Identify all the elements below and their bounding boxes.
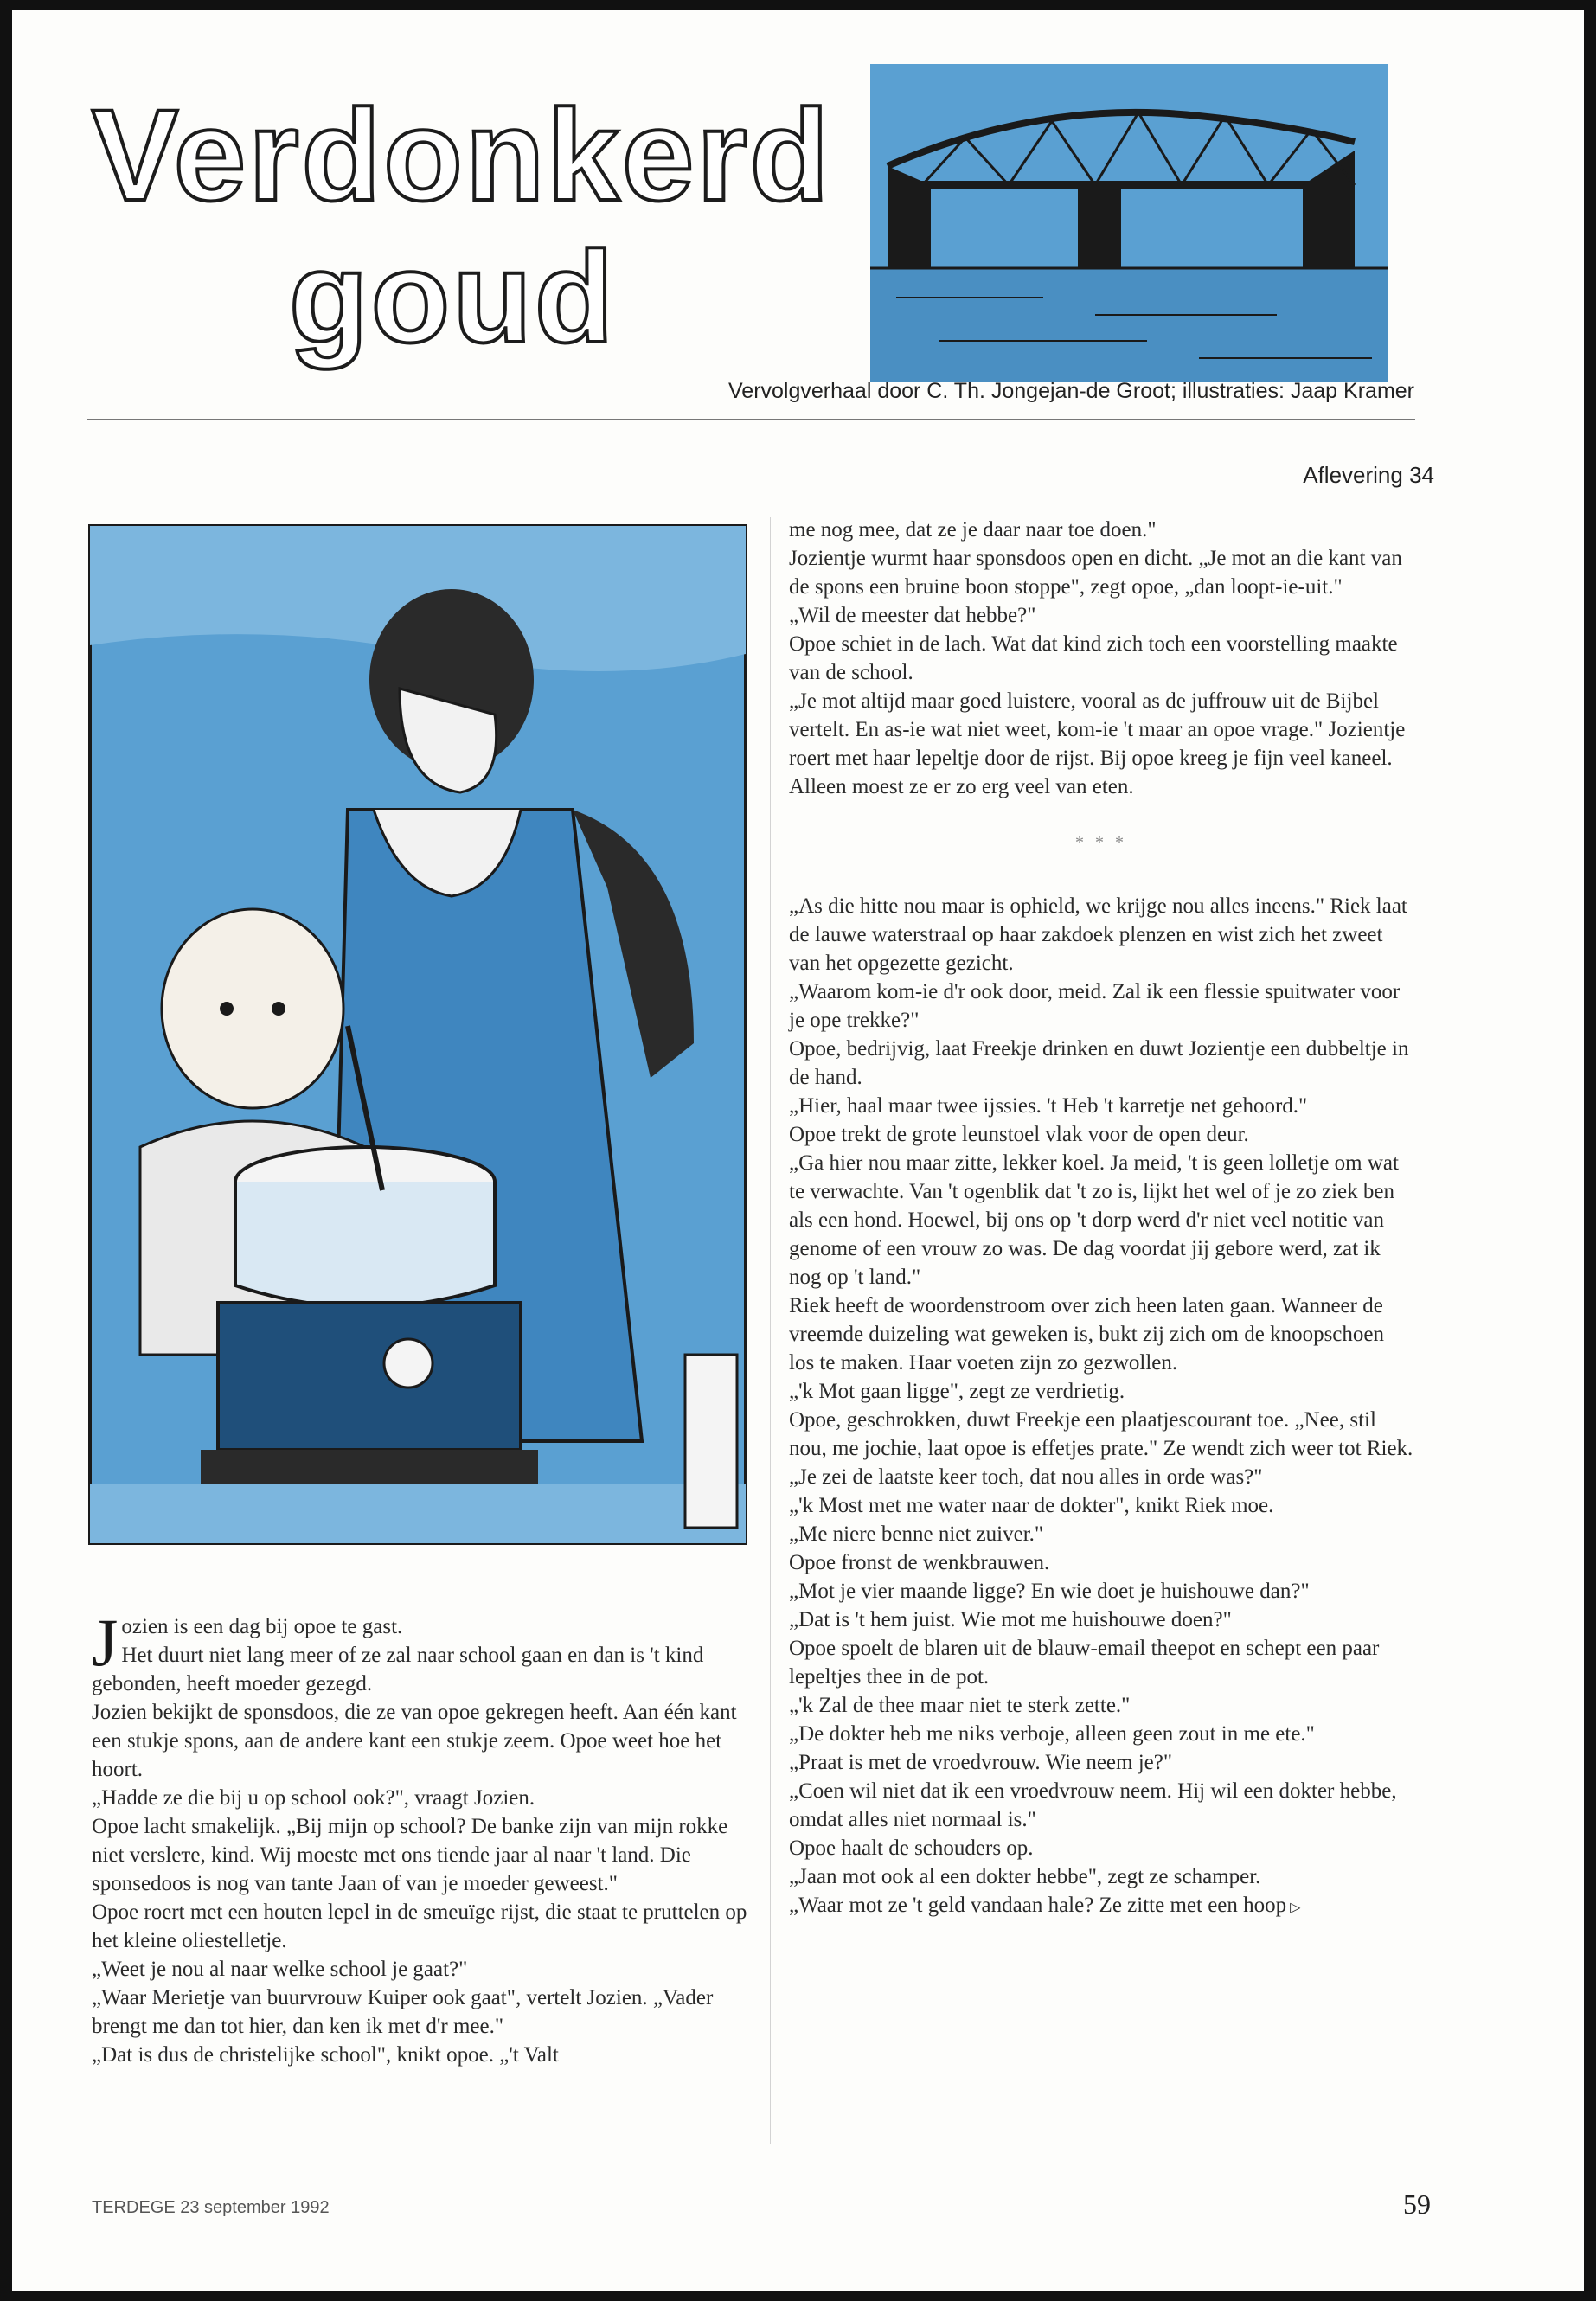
paragraph: Jozientje wurmt haar sponsdoos open en dicht. „Je mot an die kant van de spons een bruine boon stoppe", zegt opoe, „dan loopt-ie-uit." xyxy=(789,547,1402,599)
title-line-1: Verdonkerd xyxy=(92,82,832,228)
section-separator: * * * xyxy=(1075,833,1127,852)
paragraph: „Hier, haal maar twee ijssies. 't Heb 't karretje net gehoord." xyxy=(789,1094,1308,1118)
column-divider xyxy=(770,517,771,2144)
paragraph: „Waarom kom-ie d'r ook door, meid. Zal ik een flessie spuitwater voor je ope trekke?" xyxy=(789,980,1401,1032)
paragraph: „Praat is met de vroedvrouw. Wie neem je?" xyxy=(789,1751,1173,1774)
paragraph: „'k Most met me water naar de dokter", knikt Riek moe. xyxy=(789,1494,1274,1517)
paragraph: „Weet je nou al naar welke school je gaat?" xyxy=(92,1958,468,1981)
episode-label: Aflevering 34 xyxy=(1303,462,1434,488)
paragraph: „Coen wil niet dat ik een vroedvrouw neem. Hij wil een dokter hebbe, omdat alles niet normaal is." xyxy=(789,1779,1397,1831)
right-text-column xyxy=(789,516,1413,1922)
byline: Vervolgverhaal door C. Th. Jongejan-de Groot; illustraties: Jaap Kramer xyxy=(728,379,1414,403)
footer-publication: TERDEGE 23 september 1992 xyxy=(92,2198,330,2217)
paragraph: „Dat is 't hem juist. Wie mot me huishouwe doen?" xyxy=(789,1608,1232,1631)
paragraph: Opoe haalt de schouders op. xyxy=(789,1836,1034,1860)
paragraph: Opoe trekt de grote leunstoel vlak voor de open deur. xyxy=(789,1123,1249,1146)
paragraph: „Je zei de laatste keer toch, dat nou alles in orde was?" xyxy=(789,1465,1263,1489)
paragraph: „Mot je vier maande ligge? En wie doet je huishouwe dan?" xyxy=(789,1580,1310,1603)
paragraph-text: ozien is een dag bij opoe te gast. xyxy=(121,1615,403,1638)
paragraph: „Je mot altijd maar goed luistere, vooral as de juffrouw uit de Bijbel vertelt. En as-ie wat niet weet, kom-ie 't maar an opoe vrage." Jozientje roert met haar lepeltje door de rijst. Bij opoe kreeg je fijn veel kaneel. Alleen moest ze er zo erg veel van eten. xyxy=(789,689,1406,798)
paragraph: Opoe, geschrokken, duwt Freekje een plaatjescourant toe. „Nee, stil nou, me jochie, laat opoe is effetjes prate." Ze wendt zich weer tot Riek. xyxy=(789,1408,1413,1460)
bridge-illustration xyxy=(870,64,1388,382)
header-rule xyxy=(87,419,1415,420)
magazine-page xyxy=(12,10,1584,2291)
paragraph: Opoe roert met een houten lepel in de smeuïge rijst, die staat te pruttelen op het kleine oliestelletje. xyxy=(92,1900,747,1952)
paragraph: Het duurt niet lang meer of ze zal naar school gaan en dan is 't kind gebonden, heeft moeder gezegd. xyxy=(92,1644,704,1695)
paragraph: „'k Mot gaan ligge", zegt ze verdrietig. xyxy=(789,1380,1125,1403)
page-number: 59 xyxy=(1403,2189,1431,2220)
paragraph: „Jaan mot ook al een dokter hebbe", zegt ze schamper. xyxy=(789,1865,1261,1888)
paragraph: Opoe fronst de wenkbrauwen. xyxy=(789,1551,1050,1574)
continued-arrow-icon: ▷ xyxy=(1290,1900,1301,1915)
paragraph: „Waar Merietje van buurvrouw Kuiper ook gaat", vertelt Jozien. „Vader brengt me dan tot hier, dan ken ik met d'r mee." xyxy=(92,1986,714,2038)
paragraph: „Me niere benne niet zuiver." xyxy=(789,1522,1044,1546)
paragraph: „De dokter heb me niks verboje, alleen geen zout in me ete." xyxy=(789,1722,1315,1746)
grandmother-cooking-illustration xyxy=(88,524,747,1545)
paragraph: „Ga hier nou maar zitte, lekker koel. Ja meid, 't is geen lolletje om wat te verwachte. Van 't ogenblik dat 't zo is, lijkt het wel of je zo ziek ben als een hond. Hoewel, bij ons op 't dorp werd d'r niet veel notitie van genome of een vrouw zo was. De dag voordat jij gebore werd, zat ik nog op 't land." xyxy=(789,1151,1399,1289)
paragraph: Opoe, bedrijvig, laat Freekje drinken en duwt Jozientje een dubbeltje in de hand. xyxy=(789,1037,1409,1089)
drop-cap: J xyxy=(92,1605,119,1680)
paragraph: Riek heeft de woordenstroom over zich heen laten gaan. Wanneer de vreemde duizeling wat geweken is, bukt zij zich om de knoopschoen los te maken. Haar voeten zijn zo gezwollen. xyxy=(789,1294,1384,1375)
paragraph: Opoe lacht smakelijk. „Bij mijn op school? De banke zijn van mijn rokke niet versleте, kind. Wij moeste met ons tiende jaar al naar 't land. Die sponsedoos is nog van tante Jaan of van je moeder geweest." xyxy=(92,1815,728,1895)
paragraph: „Dat is dus de christelijke school", knikt opoe. „'t Valt xyxy=(92,2043,559,2067)
paragraph: „As die hitte nou maar is ophield, we krijge nou alles ineens." Riek laat de lauwe waterstraal op haar zakdoek plenzen en wist zich het zweet van het opgezette gezicht. xyxy=(789,894,1407,975)
paragraph: Opoe schiet in de lach. Wat dat kind zich toch een voorstelling maakte van de school. xyxy=(789,632,1398,684)
paragraph: „Hadde ze die bij u op school ook?", vraagt Jozien. xyxy=(92,1786,535,1810)
paragraph: „Wil de meester dat hebbe?" xyxy=(789,604,1036,627)
paragraph: Jozien bekijkt de sponsdoos, die ze van opoe gekregen heeft. Aan één kant een stukje spons, aan de andere kant een stukje zeem. Opoe weet hoe het hoort. xyxy=(92,1701,737,1781)
paragraph-text: „Waar mot ze 't geld vandaan hale? Ze zitte met een hoop xyxy=(789,1894,1287,1917)
title-line-2: goud xyxy=(289,224,617,369)
paragraph: „'k Zal de thee maar niet te sterk zette." xyxy=(789,1694,1131,1717)
story-title xyxy=(92,82,832,369)
paragraph: me nog mee, dat ze je daar naar toe doen." xyxy=(789,518,1157,542)
paragraph xyxy=(789,1891,1413,1922)
left-text-column xyxy=(92,1605,754,2069)
paragraph: Opoe spoelt de blaren uit de blauw-email theepot en schept een paar lepeltjes thee in de pot. xyxy=(789,1637,1380,1689)
